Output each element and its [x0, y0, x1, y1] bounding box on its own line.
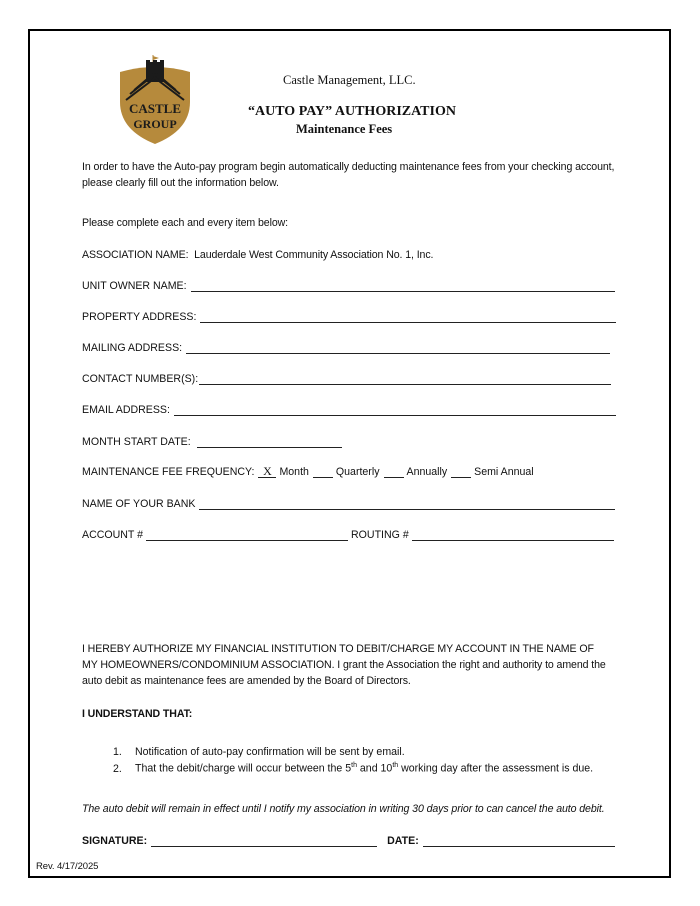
- frequency-row: [82, 466, 534, 478]
- mailing-address-field[interactable]: [186, 343, 610, 354]
- mailing-address-label: MAILING ADDRESS:: [82, 342, 183, 354]
- intro-line-2: please clearly fill out the information below.: [82, 177, 279, 189]
- frequency-label: MAINTENANCE FEE FREQUENCY:: [82, 466, 255, 478]
- signature-label: SIGNATURE:: [82, 835, 148, 847]
- bank-row: [82, 498, 615, 510]
- cancellation-notice: The auto debit will remain in effect until I notify my association in writing 30 days prior to can cancel the auto debit.: [82, 803, 605, 815]
- understand-item-2: [113, 762, 593, 775]
- mailing-address-row: [82, 342, 610, 354]
- account-routing-row: [82, 529, 614, 541]
- unit-owner-row: [82, 280, 615, 292]
- castle-group-logo: [112, 52, 198, 146]
- date-label: DATE:: [387, 835, 419, 847]
- form-subtitle: Maintenance Fees: [296, 122, 393, 136]
- email-field[interactable]: [174, 405, 616, 416]
- item-2-sup-2: th: [392, 762, 399, 769]
- item-2-text-a: That the debit/charge will occur between the 5: [135, 762, 352, 775]
- frequency-quarterly-check[interactable]: [313, 467, 333, 478]
- property-address-field[interactable]: [200, 312, 616, 323]
- property-address-label: PROPERTY ADDRESS:: [82, 311, 197, 323]
- unit-owner-field[interactable]: [191, 281, 615, 292]
- item-2-text-b: and 10: [356, 762, 393, 775]
- contact-number-field[interactable]: [199, 374, 611, 385]
- account-label: ACCOUNT #: [82, 529, 144, 541]
- bank-label: NAME OF YOUR BANK: [82, 498, 196, 510]
- item-1-text: Notification of auto-pay confirmation will be sent by email.: [135, 746, 405, 758]
- date-field[interactable]: [423, 836, 615, 847]
- routing-field[interactable]: [412, 530, 614, 541]
- form-title: “AUTO PAY” AUTHORIZATION: [248, 104, 456, 119]
- month-start-field[interactable]: [197, 437, 342, 448]
- understand-item-1: [113, 746, 405, 758]
- instruction-text: Please complete each and every item below:: [82, 217, 289, 229]
- understand-heading: I UNDERSTAND THAT:: [82, 708, 193, 720]
- company-name: Castle Management, LLC.: [283, 73, 416, 87]
- email-row: [82, 404, 616, 416]
- month-start-label: MONTH START DATE:: [82, 436, 191, 448]
- authorization-line-2: MY HOMEOWNERS/CONDOMINIUM ASSOCIATION. I grant the Association the right and authority to amend the: [82, 659, 606, 671]
- frequency-quarterly-label: Quarterly: [335, 466, 380, 478]
- bank-field[interactable]: [199, 499, 615, 510]
- frequency-month-label: Month: [279, 466, 309, 478]
- revision-date: Rev. 4/17/2025: [36, 861, 99, 872]
- item-2-text-c: working day after the assessment is due.: [398, 762, 594, 775]
- account-field[interactable]: [146, 530, 348, 541]
- frequency-month-check[interactable]: X: [258, 466, 276, 478]
- frequency-semi-annual-label: Semi Annual: [474, 466, 534, 478]
- item-1-number: 1.: [113, 746, 122, 758]
- unit-owner-label: UNIT OWNER NAME:: [82, 280, 187, 292]
- frequency-annually-label: Annually: [406, 466, 448, 478]
- association-label: ASSOCIATION NAME:: [82, 249, 189, 261]
- month-start-row: [82, 436, 342, 448]
- authorization-line-3: auto debit as maintenance fees are amended by the Board of Directors.: [82, 675, 411, 687]
- property-address-row: [82, 311, 616, 323]
- frequency-annually-check[interactable]: [384, 467, 404, 478]
- signature-row: [82, 835, 615, 847]
- contact-number-row: [82, 373, 611, 385]
- item-2-sup-1: th: [351, 762, 357, 769]
- association-value: Lauderdale West Community Association No. 1, Inc.: [194, 249, 434, 261]
- logo-text-group: GROUP: [133, 117, 177, 131]
- frequency-semi-annual-check[interactable]: [451, 467, 471, 478]
- item-2-number: 2.: [113, 762, 122, 775]
- signature-field[interactable]: [151, 836, 377, 847]
- authorization-line-1: I HEREBY AUTHORIZE MY FINANCIAL INSTITUTION TO DEBIT/CHARGE MY ACCOUNT IN THE NAME OF: [82, 643, 594, 655]
- routing-label: ROUTING #: [351, 529, 409, 541]
- contact-number-label: CONTACT NUMBER(S):: [82, 373, 199, 385]
- intro-line-1: In order to have the Auto-pay program begin automatically deducting maintenance fees from your checking account,: [82, 161, 615, 173]
- logo-text-castle: CASTLE: [128, 101, 182, 116]
- association-row: [82, 249, 433, 261]
- email-label: EMAIL ADDRESS:: [82, 404, 170, 416]
